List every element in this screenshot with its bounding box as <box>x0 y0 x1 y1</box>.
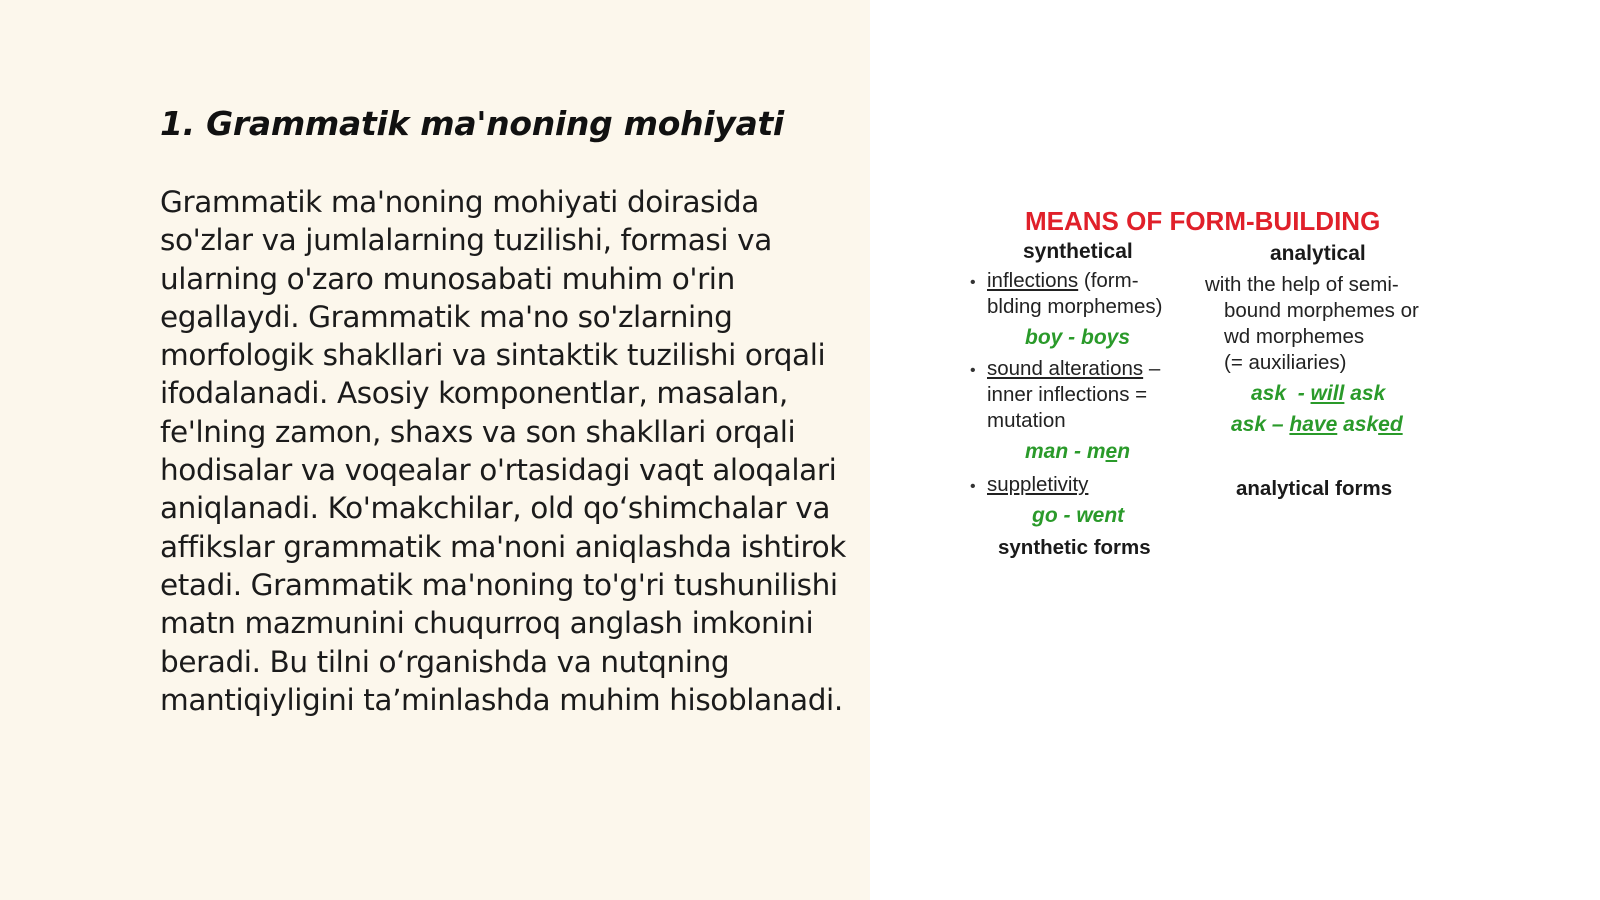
slide-title: 1. Grammatik ma'noning mohiyati <box>160 104 784 143</box>
example-boy-boys: boy - boys <box>1025 326 1131 349</box>
example-go-went: go - went <box>1032 504 1125 527</box>
slide-body-text: Grammatik ma'noning mohiyati doirasida so'zlar va jumlalarning tuzilishi, formasi va ularning o'zaro munosabati muhim o'rin egallaydi. Grammatik ma'no so'zlarning morfologik shakllari va sintaktik tuzilishi orqali ifodalanadi. Asosiy komponentlar, masalan, fe'lning zamon, shaxs va son shakllari orqali hodisalar va voqealar o'rtasidagi vaqt aloqalari aniqlanadi. Ko'makchilar, old qo‘shimchalar va affikslar grammatik ma'noni aniqlashda ishtirok etadi. Grammatik ma'noning to'g'ri tushunilishi matn mazmunini chuqurroq anglash imkonini beradi. Bu tilni o‘rganishda va nutqning mantiqiyligini ta’minlashda muhim hisoblanadi. <box>160 185 846 717</box>
inflections-item <box>987 268 1139 295</box>
bullet-suppletivity: • <box>970 478 976 495</box>
example-ask-will-ask-aux: will <box>1310 382 1345 405</box>
analytical-desc-4: (= auxiliaries) <box>1224 351 1347 374</box>
example-man-men-vowel: e <box>1105 440 1118 463</box>
bullet-sound-alterations: • <box>970 362 976 379</box>
suppletivity-term: suppletivity <box>987 473 1089 496</box>
example-ask-have-asked-suffix: ed <box>1378 413 1403 436</box>
inflections-rest: (form- <box>1078 269 1139 292</box>
example-man-men <box>1025 440 1130 464</box>
diagram-title: MEANS OF FORM-BUILDING <box>1025 206 1381 236</box>
sound-alterations-desc: inner inflections = <box>987 383 1148 406</box>
synthetic-heading: synthetical <box>1023 240 1133 263</box>
example-ask-will-ask-part3: ask <box>1344 382 1386 405</box>
analytical-heading: analytical <box>1270 242 1366 265</box>
inflections-term: inflections <box>987 269 1079 292</box>
sound-alterations-desc2: mutation <box>987 409 1066 432</box>
analytical-desc-3: wd morphemes <box>1224 325 1365 348</box>
example-ask-have-asked-aux: have <box>1289 413 1338 436</box>
synthetic-forms-label: synthetic forms <box>998 536 1151 559</box>
suppletivity-item <box>987 472 1088 499</box>
sound-alterations-rest: – <box>1143 357 1161 380</box>
sound-alterations-item <box>987 356 1160 383</box>
example-ask-will-ask <box>1251 382 1385 406</box>
example-man-men-part3: n <box>1117 440 1131 463</box>
analytical-desc-2: bound morphemes or <box>1224 299 1419 322</box>
example-ask-will-ask-part1: ask - <box>1251 382 1311 405</box>
analytical-desc-1: with the help of semi- <box>1205 273 1399 296</box>
form-building-diagram <box>940 200 1460 580</box>
analytical-forms-label: analytical forms <box>1236 477 1393 500</box>
example-man-men-part1: man - m <box>1025 440 1106 463</box>
inflections-desc: blding morphemes) <box>987 295 1163 318</box>
example-ask-have-asked-part1: ask – <box>1231 413 1290 436</box>
bullet-inflections: • <box>970 274 976 291</box>
sound-alterations-term: sound alterations <box>987 357 1144 380</box>
example-ask-have-asked-part3: ask <box>1337 413 1379 436</box>
example-ask-have-asked <box>1231 413 1403 437</box>
